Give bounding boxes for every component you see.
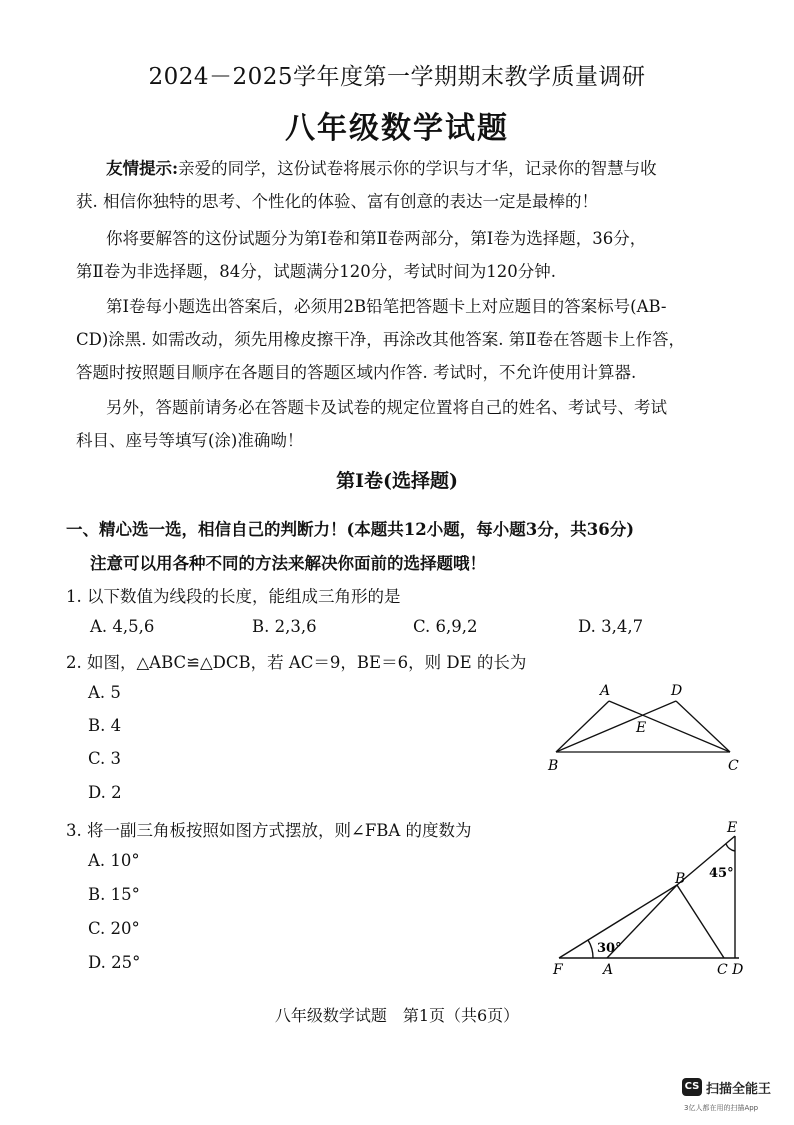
question-3-stem: 3. 将一副三角板按照如图方式摆放，则∠FBA 的度数为 (66, 821, 472, 840)
angle-30-arc (588, 940, 593, 958)
segment-bd (556, 701, 676, 752)
notice-line-7: 答题时按照题目顺序在各题目的答题区域内作答. 考试时，不允许使用计算器. (76, 363, 637, 382)
question-3-option-c: C. 20° (88, 919, 140, 938)
label-e: E (636, 720, 647, 736)
question-3-option-b: B. 15° (88, 885, 140, 904)
segment-dc (676, 701, 730, 752)
question-2-option-b: B. 4 (88, 716, 122, 735)
question-1-option-c: C. 6,9,2 (413, 617, 478, 636)
notice-line-2: 获. 相信你独特的思考、个性化的体验、富有创意的表达一定是最棒的！ (76, 192, 598, 211)
label-d: D (671, 683, 683, 699)
label-a: A (603, 962, 614, 978)
part-note: 注意可以用各种不同的方法来解决你面前的选择题哦！ (90, 554, 486, 573)
label-b: B (675, 871, 686, 887)
section-title: 第Ⅰ卷(选择题) (336, 470, 458, 492)
camscanner-logo-icon: CS (682, 1078, 702, 1096)
question-2-option-c: C. 3 (88, 749, 122, 768)
label-e: E (727, 820, 738, 836)
segment-ba (556, 701, 609, 752)
segment-ac (609, 701, 730, 752)
notice-line-4: 第Ⅱ卷为非选择题，84分，试题满分120分，考试时间为120分钟. (76, 262, 556, 281)
question-1-option-d: D. 3,4,7 (578, 617, 644, 636)
notice-label: 友情提示: (106, 159, 179, 178)
question-2-stem: 2. 如图，△ABC≌△DCB，若 AC＝9，BE＝6，则 DE 的长为 (66, 653, 527, 672)
notice-line-3: 你将要解答的这份试题分为第Ⅰ卷和第Ⅱ卷两部分，第Ⅰ卷为选择题，36分， (106, 229, 647, 248)
question-1-option-b: B. 2,3,6 (252, 617, 317, 636)
question-2-figure (540, 676, 750, 776)
label-cd: C D (717, 962, 744, 978)
label-c: C (728, 758, 739, 774)
question-2-option-a: A. 5 (88, 683, 121, 702)
question-2-option-d: D. 2 (88, 783, 122, 802)
angle-45-arc (726, 844, 735, 851)
notice-line-8: 另外，答题前请务必在答题卡及试卷的规定位置将自己的姓名、考试号、考试 (106, 398, 667, 417)
question-1-stem: 1. 以下数值为线段的长度，能组成三角形的是 (66, 587, 401, 606)
question-3-option-a: A. 10° (88, 851, 140, 870)
question-3-figure (545, 815, 780, 980)
notice-line-9: 科目、座号等填写(涂)准确呦！ (76, 431, 304, 450)
camscanner-name: 扫描全能王 (706, 1082, 772, 1097)
notice-text-1: 亲爱的同学，这份试卷将展示你的学识与才华，记录你的智慧与收 (178, 159, 657, 178)
page-footer: 八年级数学试题 第1页（共6页） (274, 1006, 520, 1025)
notice-line-1 (76, 152, 716, 185)
segment-bc (677, 885, 724, 958)
notice-line-5: 第Ⅰ卷每小题选出答案后，必须用2B铅笔把答题卡上对应题目的答案标号(AB- (106, 297, 667, 316)
camscanner-tagline: 3亿人都在用的扫描App (684, 1104, 759, 1112)
exam-subtitle: 八年级数学试题 (285, 111, 509, 146)
angle-30-label: 30° (597, 941, 622, 956)
question-3-option-d: D. 25° (88, 953, 141, 972)
exam-title: 2024－2025学年度第一学期期末教学质量调研 (148, 64, 646, 90)
notice-line-6: CD)涂黑. 如需改动，须先用橡皮擦干净，再涂改其他答案. 第Ⅱ卷在答题卡上作答， (76, 330, 685, 349)
label-b: B (548, 758, 559, 774)
question-1-option-a: A. 4,5,6 (90, 617, 155, 636)
label-a: A (600, 683, 611, 699)
label-f: F (553, 962, 563, 978)
part-heading: 一、精心选一选，相信自己的判断力！(本题共12小题，每小题3分，共36分) (66, 520, 635, 539)
angle-45-label: 45° (709, 866, 734, 881)
